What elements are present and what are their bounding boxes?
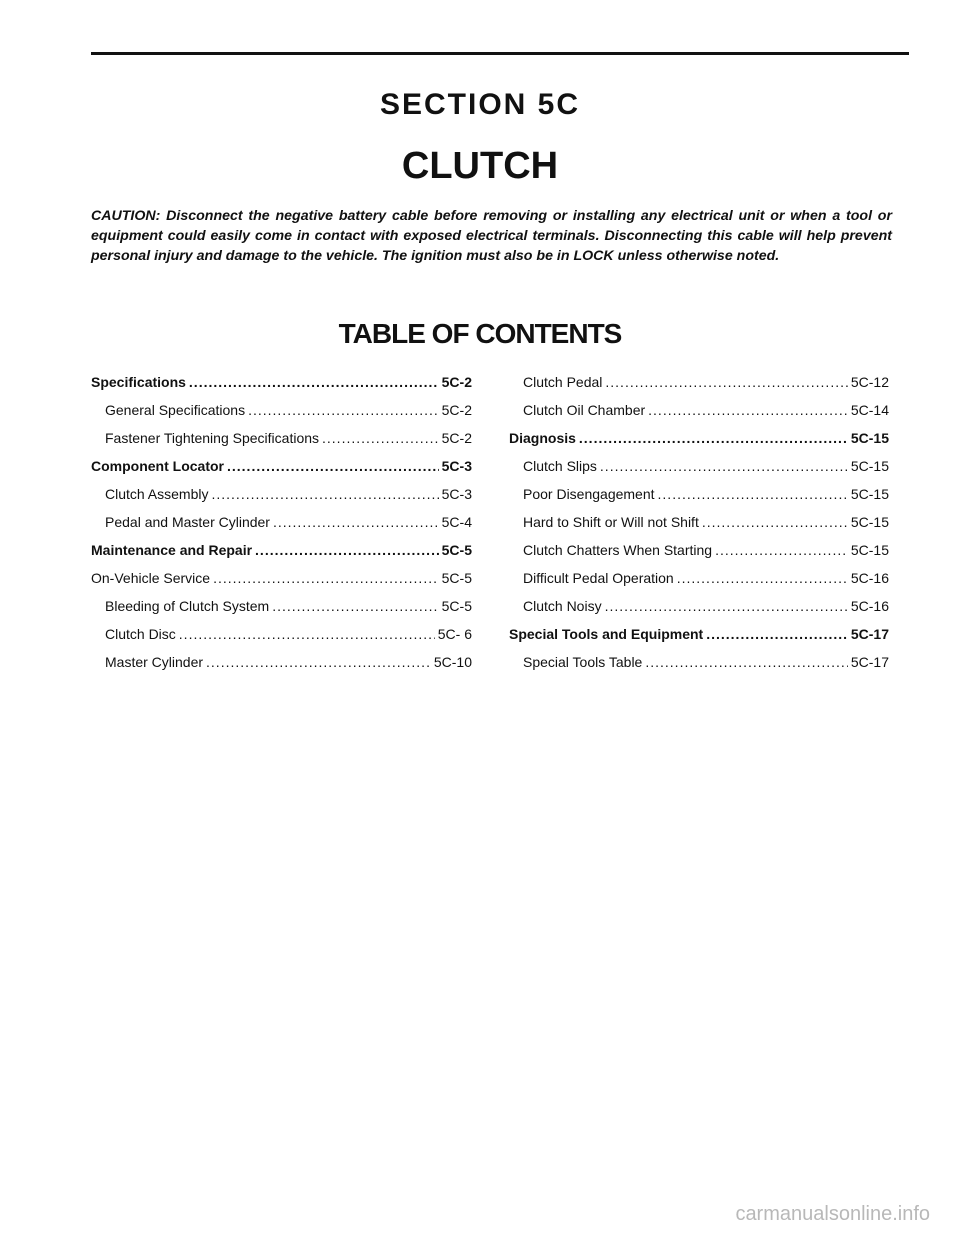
toc-entry-label: Bleeding of Clutch System	[105, 598, 270, 614]
toc-leader	[255, 542, 439, 558]
caution-notice: CAUTION: Disconnect the negative battery cable before removing or installing any electrical unit or when a tool or equipment could easily come in contact with exposed electrical terminals. Disconnecting this cable will help prevent personal injury and damage to the vehicle. The ignition must also be in LOCK unless otherwise noted.	[91, 208, 892, 264]
toc-entry-label: Clutch Disc	[105, 626, 176, 642]
toc-entry-page: 5C-2	[441, 402, 472, 418]
toc-entry-page: 5C-16	[850, 598, 889, 614]
toc-leader	[272, 598, 438, 614]
toc-entry-label: General Specifications	[105, 402, 246, 418]
toc-entry-label: Clutch Noisy	[523, 598, 602, 614]
toc-leader	[648, 402, 848, 418]
toc-entry-page: 5C-15	[850, 430, 889, 446]
toc-right-column	[509, 374, 889, 682]
toc-entry-clutch-oil-chamber[interactable]	[509, 402, 889, 430]
toc-entry-label: Hard to Shift or Will not Shift	[523, 514, 699, 530]
toc-entry-page: 5C-10	[433, 654, 472, 670]
toc-entry-label: Clutch Chatters When Starting	[523, 542, 713, 558]
toc-leader	[645, 654, 848, 670]
toc-entry-page: 5C-16	[850, 570, 889, 586]
toc-entry-clutch-disc[interactable]	[91, 626, 472, 654]
toc-entry-page: 5C-2	[441, 374, 472, 390]
toc-entry-page: 5C-15	[850, 514, 889, 530]
toc-entry-bleeding-clutch[interactable]	[91, 598, 472, 626]
toc-entry-label: Clutch Pedal	[523, 374, 603, 390]
toc-entry-clutch-slips[interactable]	[509, 458, 889, 486]
toc-entry-page: 5C- 6	[437, 626, 472, 642]
toc-entry-label: Pedal and Master Cylinder	[105, 514, 270, 530]
page-title: CLUTCH	[401, 145, 559, 187]
toc-entry-page: 5C-15	[850, 486, 889, 502]
toc-entry-label: Maintenance and Repair	[91, 542, 253, 558]
toc-entry-on-vehicle-service[interactable]	[91, 570, 472, 598]
toc-leader	[706, 626, 848, 642]
toc-entry-label: Master Cylinder	[105, 654, 204, 670]
toc-entry-label: Special Tools Table	[523, 654, 643, 670]
toc-entry-page: 5C-5	[441, 570, 472, 586]
toc-leader	[206, 654, 431, 670]
toc-leader	[605, 374, 847, 390]
toc-leader	[677, 570, 848, 586]
toc-leader	[658, 486, 848, 502]
toc-left-column	[91, 374, 472, 682]
toc-entry-special-tools[interactable]	[509, 626, 889, 654]
toc-entry-label: Clutch Slips	[523, 458, 597, 474]
toc-entry-label: Special Tools and Equipment	[509, 626, 704, 642]
toc-entry-page: 5C-15	[850, 542, 889, 558]
toc-entry-master-cylinder[interactable]	[91, 654, 472, 682]
toc-leader	[227, 458, 439, 474]
toc-entry-page: 5C-17	[850, 654, 889, 670]
toc-entry-component-locator[interactable]	[91, 458, 472, 486]
toc-leader	[211, 486, 438, 502]
toc-entry-label: Specifications	[91, 374, 186, 390]
toc-entry-clutch-pedal[interactable]	[509, 374, 889, 402]
toc-leader	[248, 402, 439, 418]
toc-title: TABLE OF CONTENTS	[338, 318, 622, 349]
toc-entry-special-tools-table[interactable]	[509, 654, 889, 682]
toc-entry-label: Fastener Tightening Specifications	[105, 430, 320, 446]
toc-entry-pedal-master-cylinder[interactable]	[91, 514, 472, 542]
toc-entry-page: 5C-15	[850, 458, 889, 474]
toc-entry-fastener-tightening[interactable]	[91, 430, 472, 458]
toc-entry-label: Clutch Oil Chamber	[523, 402, 646, 418]
toc-entry-page: 5C-3	[441, 458, 472, 474]
toc-leader	[600, 458, 848, 474]
toc-entry-page: 5C-5	[441, 598, 472, 614]
toc-entry-general-specifications[interactable]	[91, 402, 472, 430]
toc-leader	[213, 570, 439, 586]
toc-entry-page: 5C-4	[441, 514, 472, 530]
toc-entry-hard-to-shift[interactable]	[509, 514, 889, 542]
toc-entry-page: 5C-3	[441, 486, 472, 502]
toc-leader	[605, 598, 848, 614]
top-rule	[91, 52, 909, 55]
toc-leader	[179, 626, 435, 642]
toc-entry-poor-disengagement[interactable]	[509, 486, 889, 514]
toc-leader	[273, 514, 439, 530]
toc-entry-label: Poor Disengagement	[523, 486, 655, 502]
toc-entry-page: 5C-17	[850, 626, 889, 642]
toc-entry-specifications[interactable]	[91, 374, 472, 402]
toc-entry-page: 5C-14	[850, 402, 889, 418]
toc-entry-label: Component Locator	[91, 458, 224, 474]
toc-leader	[322, 430, 439, 446]
toc-leader	[702, 514, 848, 530]
toc-leader	[189, 374, 439, 390]
toc-leader	[579, 430, 848, 446]
toc-leader	[715, 542, 848, 558]
toc-entry-page: 5C-5	[441, 542, 472, 558]
section-heading: SECTION 5C	[379, 88, 581, 121]
toc-entry-clutch-noisy[interactable]	[509, 598, 889, 626]
toc-entry-difficult-pedal[interactable]	[509, 570, 889, 598]
toc-entry-clutch-assembly[interactable]	[91, 486, 472, 514]
toc-entry-label: Diagnosis	[509, 430, 576, 446]
toc-entry-label: Difficult Pedal Operation	[523, 570, 674, 586]
toc-entry-page: 5C-2	[441, 430, 472, 446]
toc-entry-diagnosis[interactable]	[509, 430, 889, 458]
toc-entry-label: Clutch Assembly	[105, 486, 209, 502]
watermark: carmanualsonline.info	[735, 1203, 930, 1225]
toc-entry-page: 5C-12	[850, 374, 889, 390]
toc-entry-clutch-chatters[interactable]	[509, 542, 889, 570]
toc-entry-label: On-Vehicle Service	[91, 570, 211, 586]
toc-entry-maintenance-repair[interactable]	[91, 542, 472, 570]
